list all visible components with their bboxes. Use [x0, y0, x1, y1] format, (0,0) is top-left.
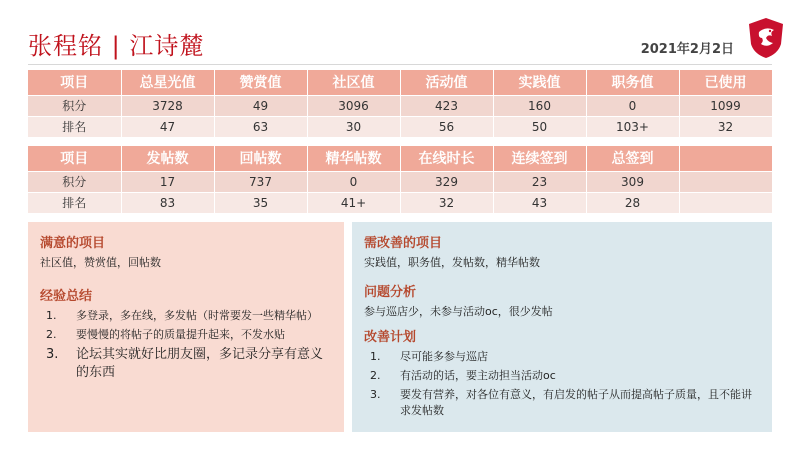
msi-dragon-shield-icon — [746, 16, 786, 60]
problem-text: 参与巡店少，未参与活动oc，很少发帖 — [364, 305, 553, 318]
date-label: 2021年2月2日 — [640, 42, 734, 57]
header-cell: 总签到 — [586, 146, 679, 171]
table-cell: 3728 — [121, 95, 214, 116]
list-text: 尽可能多参与巡店 — [400, 350, 488, 363]
list-text: 多登录，多在线，多发帖（时常要发一些精华帖） — [76, 309, 318, 322]
list-item — [364, 368, 760, 384]
table-cell: 50 — [493, 116, 586, 137]
table-cell: 1099 — [679, 95, 772, 116]
improvement-panel — [352, 222, 772, 432]
table-header-row — [28, 146, 772, 171]
table-cell: 83 — [121, 192, 214, 213]
list-item — [364, 387, 760, 419]
table-cell: 329 — [400, 171, 493, 192]
table-cell — [679, 192, 772, 213]
header-cell: 回帖数 — [214, 146, 307, 171]
table-cell: 0 — [307, 171, 400, 192]
table-cell: 积分 — [28, 171, 121, 192]
table-cell: 43 — [493, 192, 586, 213]
list-number: 3. — [46, 347, 59, 362]
table-cell: 0 — [586, 95, 679, 116]
table-cell: 63 — [214, 116, 307, 137]
list-number: 3. — [370, 388, 381, 401]
summary-panel — [28, 222, 344, 432]
header-cell: 连续签到 — [493, 146, 586, 171]
header-cell: 项目 — [28, 70, 121, 95]
table-cell: 41+ — [307, 192, 400, 213]
table-cell — [679, 171, 772, 192]
header-cell: 总星光值 — [121, 70, 214, 95]
list-number: 2. — [370, 369, 381, 382]
improve-title: 需改善的项目 — [364, 236, 443, 251]
table-cell: 23 — [493, 171, 586, 192]
list-item — [40, 327, 332, 343]
problem-title: 问题分析 — [364, 285, 417, 300]
header-cell: 赞赏值 — [214, 70, 307, 95]
table-cell: 49 — [214, 95, 307, 116]
list-number: 2. — [46, 328, 57, 341]
page-title: 张程铭 | 江诗麓 — [28, 32, 205, 60]
header-cell: 实践值 — [493, 70, 586, 95]
header-divider — [28, 64, 772, 65]
improve-text: 实践值，职务值，发帖数，精华帖数 — [364, 256, 540, 269]
header-cell: 已使用 — [679, 70, 772, 95]
table-cell: 35 — [214, 192, 307, 213]
table-row — [28, 116, 772, 137]
table-cell: 积分 — [28, 95, 121, 116]
score-table-main — [28, 70, 773, 138]
list-item — [364, 349, 760, 365]
table-cell: 56 — [400, 116, 493, 137]
satisfied-title: 满意的项目 — [40, 236, 106, 251]
table-cell: 3096 — [307, 95, 400, 116]
table-row — [28, 171, 772, 192]
list-text: 要慢慢的将帖子的质量提升起来，不发水贴 — [76, 328, 285, 341]
table-cell: 排名 — [28, 116, 121, 137]
list-number: 1. — [46, 309, 57, 322]
list-text: 论坛其实就好比朋友圈，多记录分享有意义的东西 — [76, 347, 324, 380]
header-cell: 活动值 — [400, 70, 493, 95]
list-number: 1. — [370, 350, 381, 363]
header-cell: 社区值 — [307, 70, 400, 95]
header-cell: 发帖数 — [121, 146, 214, 171]
header-cell: 项目 — [28, 146, 121, 171]
plan-list — [364, 349, 760, 419]
header-cell — [679, 146, 772, 171]
table-row — [28, 95, 772, 116]
table-cell: 排名 — [28, 192, 121, 213]
header-cell: 职务值 — [586, 70, 679, 95]
table-cell: 30 — [307, 116, 400, 137]
list-text: 要发有营养，对各位有意义，有启发的帖子从而提高帖子质量，且不能讲求发帖数 — [400, 388, 752, 417]
table-cell: 28 — [586, 192, 679, 213]
header-cell: 在线时长 — [400, 146, 493, 171]
table-cell: 32 — [400, 192, 493, 213]
header-cell: 精华帖数 — [307, 146, 400, 171]
list-text: 有活动的话，要主动担当活动oc — [400, 369, 556, 382]
list-item — [40, 346, 332, 382]
table-cell: 32 — [679, 116, 772, 137]
experience-title: 经验总结 — [40, 289, 93, 304]
table-cell: 17 — [121, 171, 214, 192]
table-cell: 309 — [586, 171, 679, 192]
table-cell: 47 — [121, 116, 214, 137]
table-cell: 103+ — [586, 116, 679, 137]
list-item — [40, 308, 332, 324]
table-header-row — [28, 70, 772, 95]
table-row — [28, 192, 772, 213]
plan-title: 改善计划 — [364, 330, 417, 345]
experience-list — [40, 308, 332, 382]
table-cell: 737 — [214, 171, 307, 192]
table-cell: 423 — [400, 95, 493, 116]
table-cell: 160 — [493, 95, 586, 116]
satisfied-text: 社区值，赞赏值，回帖数 — [40, 256, 161, 269]
score-table-posts — [28, 146, 773, 214]
